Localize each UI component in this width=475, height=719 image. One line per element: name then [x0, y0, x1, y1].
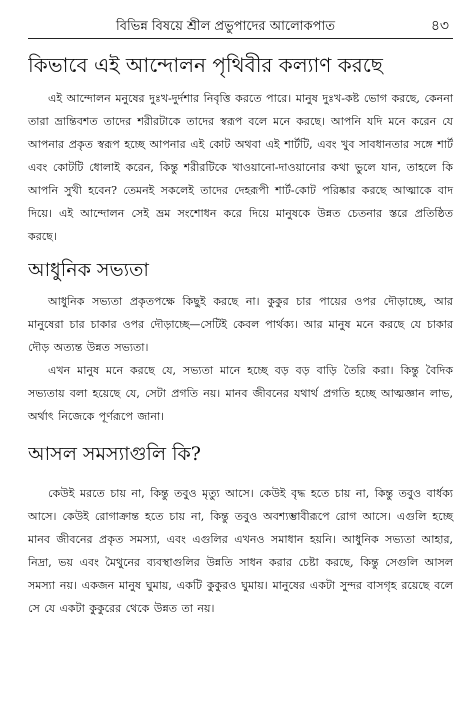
running-header: [28, 14, 453, 34]
body-paragraph: এখন মানুষ মনে করছে যে, সভ্যতা মানে হচ্ছে বড় বড় বাড়ি তৈরি করা। কিন্তু বৈদিক সভ্যতায় বলা হয়েছে যে, সেটা প্রগতি নয়। মানব জীবনের যথার্থ প্রগতি হচ্ছে আত্মজ্ঞান লাভ, অর্থাৎ নিজেকে পূর্ণরূপে জানা।: [28, 364, 453, 423]
section-heading: আসল সমস্যাগুলি কি?: [28, 443, 201, 465]
body-paragraph: এই আন্দোলন মনুষের দুঃখ-দুর্দশার নিবৃত্তি করতে পারে। মানুষ দুঃখ-কষ্ট ভোগ করছে, কেননা তারা ভ্রান্তিবশত তাদের শরীরটাকে তাদের স্বরূপ বলে মনে করছে। আপনি যদি মনে করেন যে আপনার প্রকৃত স্বরূপ হচ্ছে আপনার এই কোট অথবা এই শার্টটি, এবং খুব সাবধানতার সঙ্গে শার্ট এবং কোটটি ধোলাই করেন, কিন্তু শরীরটিকে খাওয়ানো-দাওয়ানোর কথা ভুলে যান, তাহলে কি আপনি সুখী হবেন? তেমনই সকলেই তাদের দেহরূপী শার্ট-কোট পরিষ্কার করছে আত্মাকে বাদ দিয়ে। এই আন্দোলন সেই ভ্রম সংশোধন করে দিয়ে মানুষকে উন্নত চেতনার স্তরে প্রতিষ্ঠিত করছে।: [28, 92, 453, 243]
running-title: বিভিন্ন বিষয়ে শ্রীল প্রভুপাদের আলোকপাত: [116, 19, 336, 34]
section-heading: আধুনিক সভ্যতা: [28, 259, 149, 281]
section-modern-civilization: [28, 256, 453, 428]
body-paragraph: কেউই মরতে চায় না, কিন্তু তবুও মৃত্যু আসে। কেউই বৃদ্ধ হতে চায় না, কিন্তু তবুও বার্ধক্য আসে। কেউই রোগাক্রান্ত হতে চায় না, কিন্তু তবুও অবশ্যম্ভাবীরূপে রোগ আসে। এগুলি হচ্ছে মানব জীবনের প্রকৃত সমস্যা, এবং এগুলির এখনও সমাধান হয়নি। আধুনিক সভ্যতা আহার, নিদ্রা, ভয় এবং মৈথুনের ব্যবস্থাগুলির উন্নতি সাধন করার চেষ্টা করছে, কিন্তু সেগুলি আসল সমস্যা নয়। একজন মানুষ ঘুমায়, একটি কুকুরও ঘুমায়। মানুষের একটা সুন্দর বাসগৃহ রয়েছে বলে সে যে একটা কুকুরের থেকে উন্নত তা নয়।: [28, 487, 453, 615]
header-rule: [28, 38, 453, 39]
body-paragraph: আধুনিক সভ্যতা প্রকৃতপক্ষে কিছুই করছে না। কুকুর চার পায়ের ওপর দৌড়াচ্ছে, আর মানুষেরা চার চাকার ওপর দৌড়াচ্ছে—সেটিই কেবল পার্থক্য। আর মানুষ মনে করছে যে চাকার দৌড় অত্যন্ত উন্নত সভ্যতা।: [28, 295, 453, 354]
section-movement-benefit: [28, 51, 453, 248]
section-real-problems: [28, 440, 453, 620]
page-number: ৪৩: [430, 18, 449, 34]
section-heading: কিভাবে এই আন্দোলন পৃথিবীর কল্যাণ করছে: [28, 53, 383, 77]
